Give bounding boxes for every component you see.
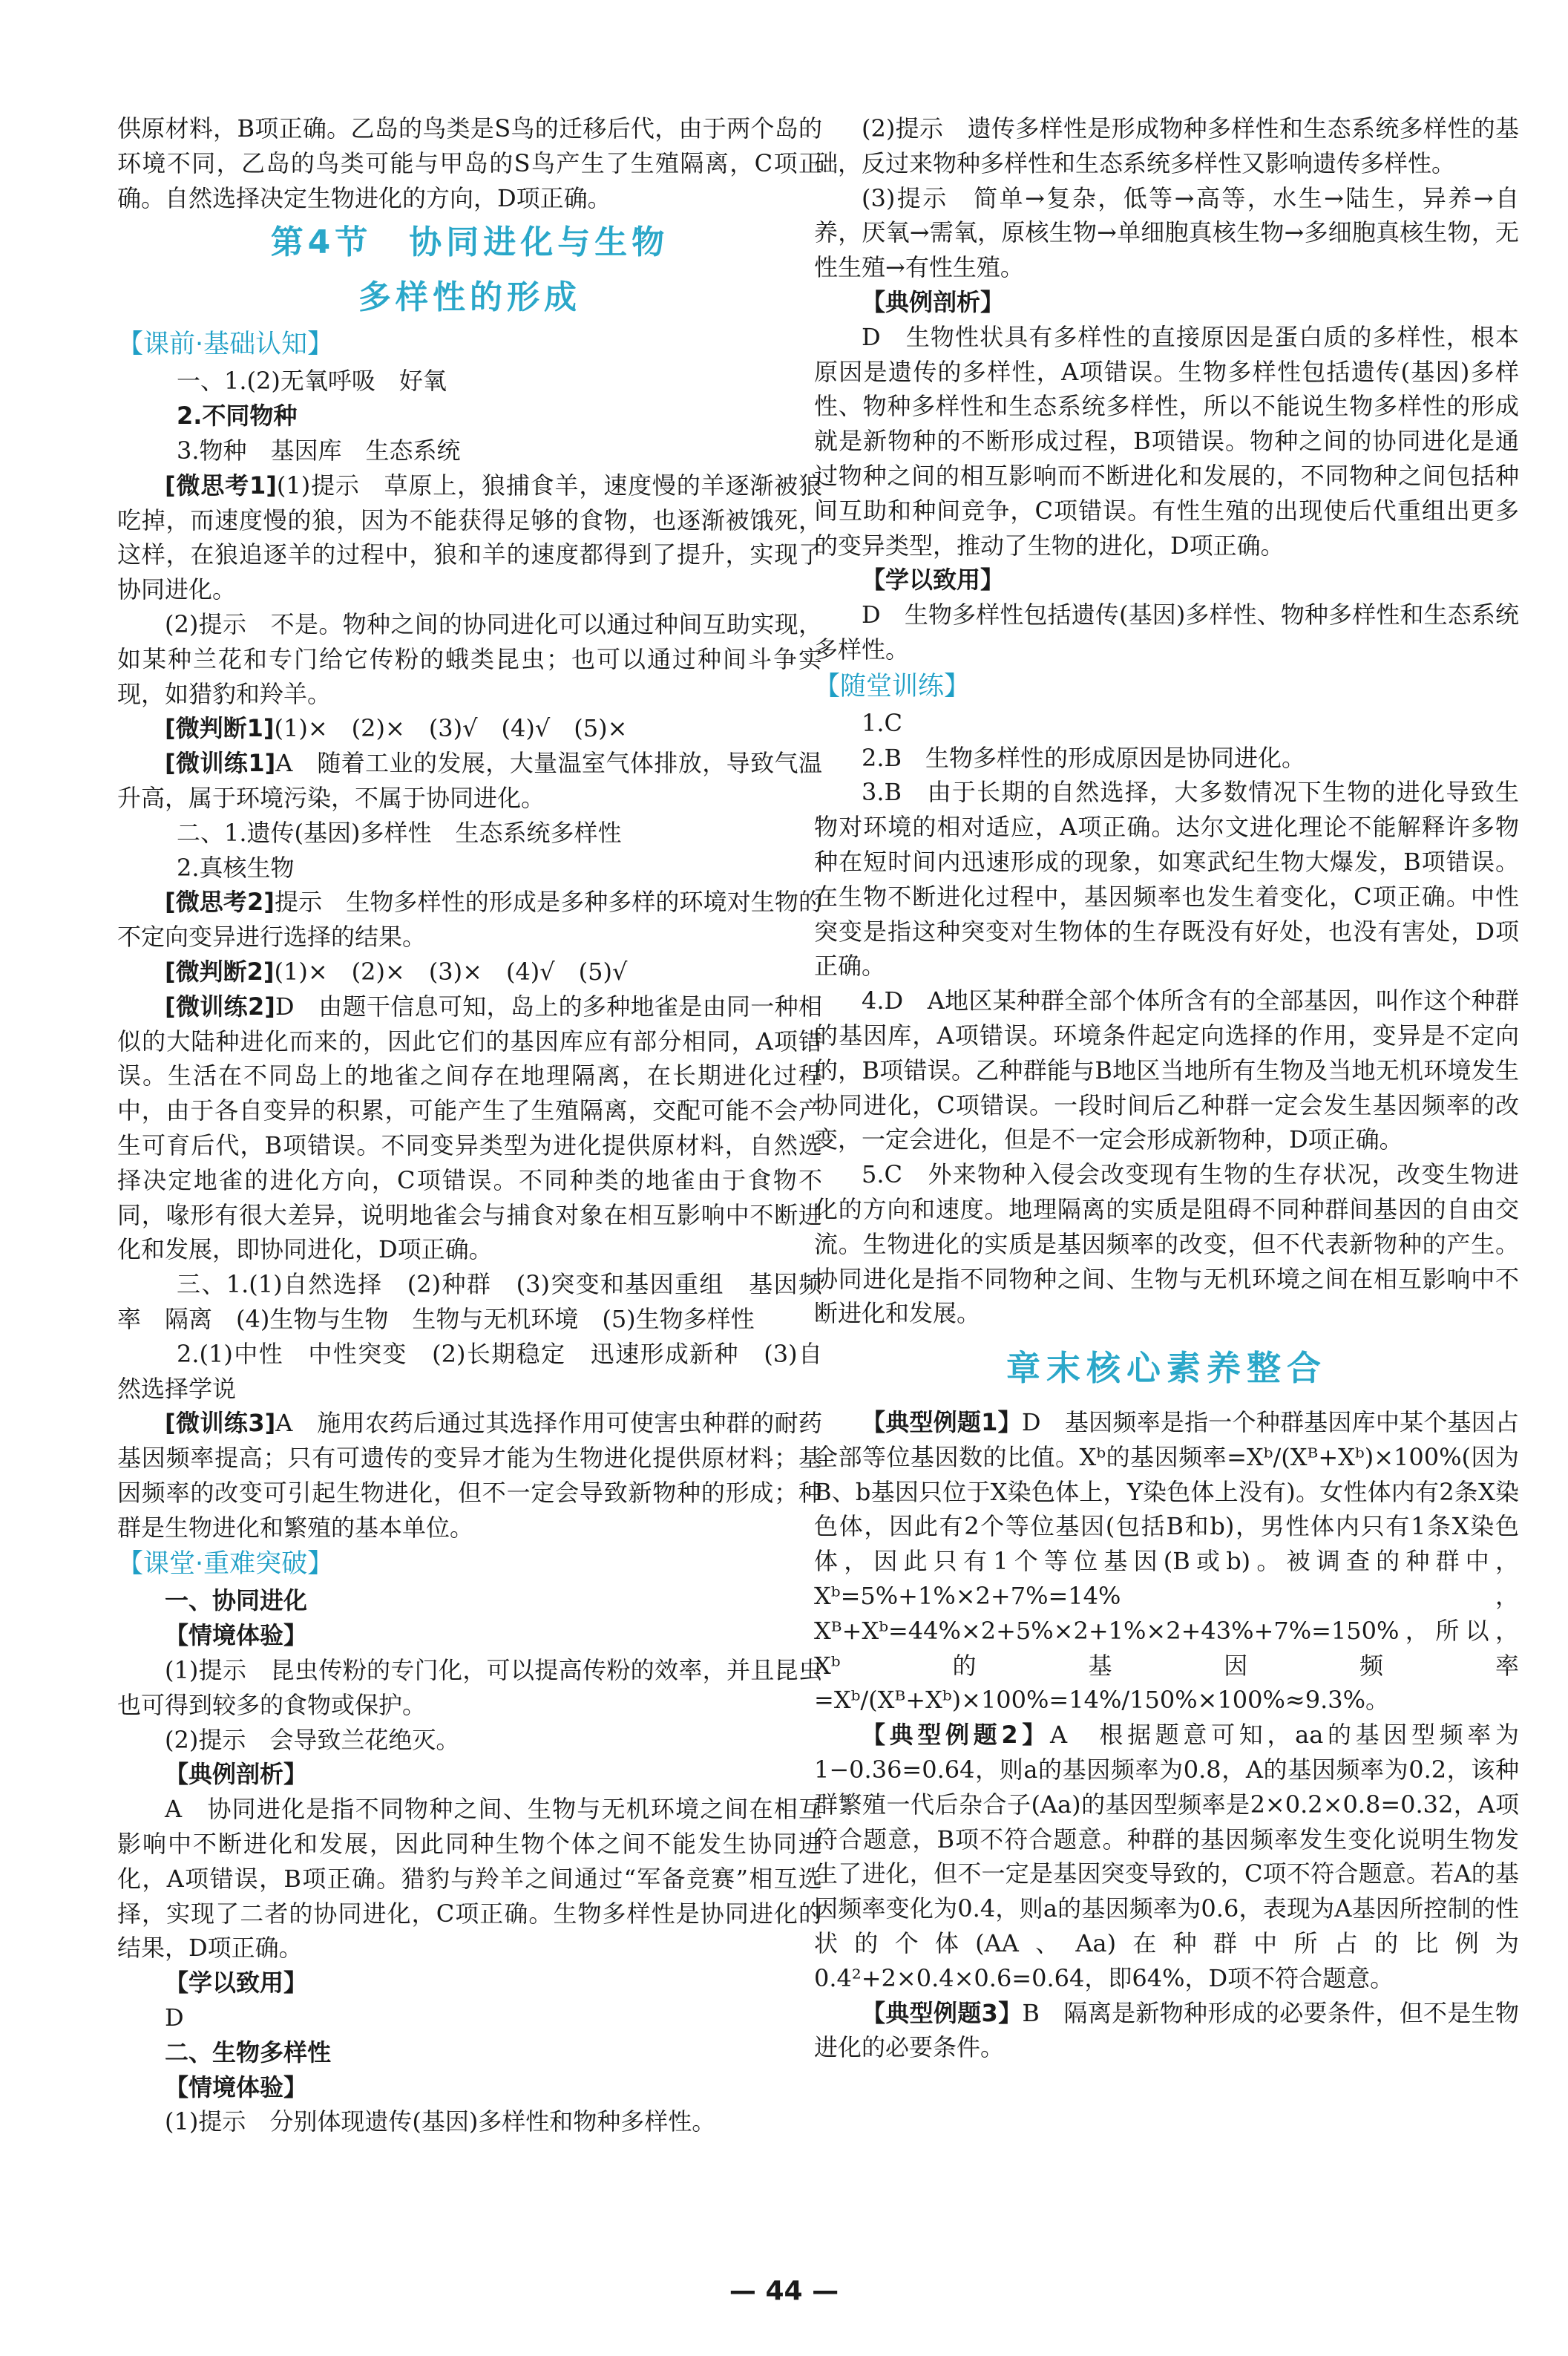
typical-example-3: 【典型例题3】B 隔离是新物种形成的必要条件，但不是生物进化的必要条件。: [814, 1998, 1519, 2062]
answer-line: 2.(1)中性 中性突变 (2)长期稳定 迅速形成新种 (3)自然选择学说: [117, 1339, 822, 1403]
paragraph: D 生物性状具有多样性的直接原因是蛋白质的多样性，根本原因是遗传的多样性，A项错误。生物多样性包括遗传(基因)多样性、物种多样性和生态系统多样性，所以不能说生物多样性的形成就是新物种的不断形成过程，B项错误。物种之间的协同进化是通过物种之间的相互影响而不断进化和发展的，不同物种之间包括种间互助和种间竞争，C项错误。有性生殖的出现使后代重组出更多的变异类型，推动了生物的进化，D项正确。: [814, 322, 1519, 560]
paragraph: (2)提示 不是。物种之间的协同进化可以通过种间互助实现，如某种兰花和专门给它传粉的蛾类昆虫；也可以通过种间斗争实现，如猎豹和羚羊。: [117, 609, 822, 708]
micro-train-3: [微训练3]A 施用农药后通过其选择作用可使害虫种群的耐药基因频率提高；只有可遗传的变异才能为生物进化提供原材料；基因频率的改变可引起生物进化，但不一定会导致新物种的形成；种群是生物进化和繁殖的基本单位。: [117, 1409, 822, 1542]
paragraph: (1)提示 昆虫传粉的专门化，可以提高传粉的效率，并且昆虫也可得到较多的食物或保护。: [117, 1656, 822, 1719]
answer-line: 2.真核生物: [177, 853, 295, 882]
typical-example-1: 【典型例题1】D 基因频率是指一个种群基因库中某个基因占全部等位基因数的比值。Xᵇ的基因频率=Xᵇ/(Xᴮ+Xᵇ)×100%(因为B、b基因只位于X染色体上，Y染色体上没有)。女性体内有2条X染色体，因此有2个等位基因(包括B和b)，男性体内只有1条X染色体，因此只有1个等位基因(B或b)。被调查的种群中，Xᵇ=5%+1%×2+7%=14%，Xᴮ+Xᵇ=44%×2+5%×2+1%×2+43%+7%=150%，所以，Xᵇ的基因频率=Xᵇ/(Xᴮ+Xᵇ)×100%=14%/150%×100%≈9.3%。: [814, 1408, 1519, 1715]
paragraph: A 协同进化是指不同物种之间、生物与无机环境之间在相互影响中不断进化和发展，因此同种生物个体之间不能发生协同进化，A项错误，B项正确。猎豹与羚羊之间通过“军备竞赛”相互选择，实现了二者的协同进化，C项正确。生物多样性是协同进化的结果，D项正确。: [117, 1795, 822, 1963]
subheading: 【典例剖析】: [165, 1760, 308, 1789]
micro-train-2: [微训练2]D 由题干信息可知，岛上的多种地雀是由同一种相似的大陆种进化而来的，因此它们的基因库应有部分相同，A项错误。生活在不同岛上的地雀之间存在地理隔离，在长期进化过程中，由于各自变异的积累，可能产生了生殖隔离，交配可能不会产生可育后代，B项错误。不同变异类型为进化提供原材料，自然选择决定地雀的进化方向，C项错误。不同种类的地雀由于食物不同，喙形有很大差异，说明地雀会与捕食对象在相互影响中不断进化和发展，即协同进化，D项正确。: [117, 992, 822, 1264]
subheading: 【情境体验】: [165, 2072, 308, 2101]
section-tag: 【课前·基础认知】: [117, 330, 334, 360]
answer-line: 三、1.(1)自然选择 (2)种群 (3)突变和基因重组 基因频率 隔离 (4)生物与生物 生物与无机环境 (5)生物多样性: [117, 1270, 822, 1333]
subheading: 【学以致用】: [165, 1969, 308, 1997]
answer-line: 1.C: [862, 708, 903, 737]
subheading: 【情境体验】: [165, 1621, 308, 1650]
section-tag: 【课堂·重难突破】: [117, 1549, 334, 1580]
paragraph: D: [165, 2003, 184, 2032]
answer-line: 3.B 由于长期的自然选择，大多数情况下生物的进化导致生物对环境的相对适应，A项正确。达尔文进化理论不能解释许多物种在短时间内迅速形成的现象，如寒武纪生物大爆发，B项错误。在生物不断进化过程中，基因频率也发生着变化，C项正确。中性突变是指这种突变对生物体的生存既没有好处，也没有害处，D项正确。: [814, 778, 1519, 981]
answer-line: 4.D A地区某种群全部个体所含有的全部基因，叫作这个种群的基因库，A项错误。环境条件起定向选择的作用，变异是不定向的，B项错误。乙种群能与B地区当地所有生物及当地无机环境发生协同进化，C项错误。一段时间后乙种群一定会发生基因频率的改变，一定会进化，但是不一定会形成新物种，D项正确。: [814, 986, 1519, 1154]
section-tag: 【随堂训练】: [814, 671, 971, 701]
subheading: 【学以致用】: [862, 566, 1005, 595]
paragraph: D 生物多样性包括遗传(基因)多样性、物种多样性和生态系统多样性。: [814, 601, 1519, 664]
answer-line: 2.B 生物多样性的形成原因是协同进化。: [862, 743, 1306, 772]
answer-line: 一、1.(2)无氧呼吸 好氧: [177, 367, 447, 396]
subheading: 一、协同进化: [165, 1586, 308, 1615]
subheading: 【典例剖析】: [862, 287, 1005, 316]
paragraph: (1)提示 分别体现遗传(基因)多样性和物种多样性。: [165, 2107, 716, 2136]
answer-line: 二、1.遗传(基因)多样性 生态系统多样性: [177, 818, 622, 847]
typical-example-2: 【典型例题2】A 根据题意可知，aa的基因型频率为1−0.36=0.64，则a的基因频率为0.8，A的基因频率为0.2，该种群繁殖一代后杂合子(Aa)的基因型频率是2×0.2×0.8=0.32，A项符合题意，B项不符合题意。种群的基因频率发生变化说明生物发生了进化，但不一定是基因突变导致的，C项不符合题意。若A的基因频率变化为0.4，则a的基因频率为0.6，表现为A基因所控制的性状的个体(AA、Aa)在种群中所占的比例为0.4²+2×0.4×0.6=0.64，即64%，D项不符合题意。: [814, 1721, 1519, 1992]
page-number: — 44 —: [729, 2276, 839, 2306]
micro-judge-1: [微判断1](1)× (2)× (3)√ (4)√ (5)×: [165, 714, 628, 743]
left-column: [117, 111, 822, 2139]
answer-line: 3.物种 基因库 生态系统: [177, 436, 461, 465]
answer-line: 5.C 外来物种入侵会改变现有生物的生存状况，改变生物进化的方向和速度。地理隔离的实质是阻碍不同种群间基因的自由交流。生物进化的实质是基因频率的改变，但不代表新物种的产生。协同进化是指不同物种之间、生物与无机环境之间在相互影响中不断进化和发展。: [814, 1160, 1519, 1328]
chapter-title: 章末核心素养整合: [1006, 1348, 1327, 1389]
section-title: 第4节 协同进化与生物 多样性的形成: [270, 223, 669, 317]
paragraph: (3)提示 简单→复杂，低等→高等，水生→陆生，异养→自养，厌氧→需氧，原核生物→单细胞真核生物→多细胞真核生物，无性生殖→有性生殖。: [814, 183, 1519, 282]
subheading: 二、生物多样性: [165, 2038, 332, 2067]
micro-judge-2: [微判断2](1)× (2)× (3)× (4)√ (5)√: [165, 957, 628, 986]
paragraph: (2)提示 会导致兰花绝灭。: [165, 1725, 460, 1754]
micro-think-1: [微思考1](1)提示 草原上，狼捕食羊，速度慢的羊逐渐被狼吃掉，而速度慢的狼，因为不能获得足够的食物，也逐渐被饿死，这样，在狼追逐羊的过程中，狼和羊的速度都得到了提升，实现了协同进化。: [117, 471, 822, 604]
answer-line: 2.不同物种: [177, 402, 298, 431]
micro-think-2: [微思考2]提示 生物多样性的形成是多种多样的环境对生物的不定向变异进行选择的结果。: [117, 888, 822, 952]
micro-train-1: [微训练1]A 随着工业的发展，大量温室气体排放，导致气温升高，属于环境污染，不属于协同进化。: [117, 749, 822, 812]
right-column: [814, 111, 1519, 2065]
paragraph: (2)提示 遗传多样性是形成物种多样性和生态系统多样性的基础，反过来物种多样性和生态系统多样性又影响遗传多样性。: [814, 114, 1519, 177]
paragraph: 供原材料，B项正确。乙岛的鸟类是S鸟的迁移后代，由于两个岛的环境不同，乙岛的鸟类可能与甲岛的S鸟产生了生殖隔离，C项正确。自然选择决定生物进化的方向，D项正确。: [117, 114, 822, 212]
